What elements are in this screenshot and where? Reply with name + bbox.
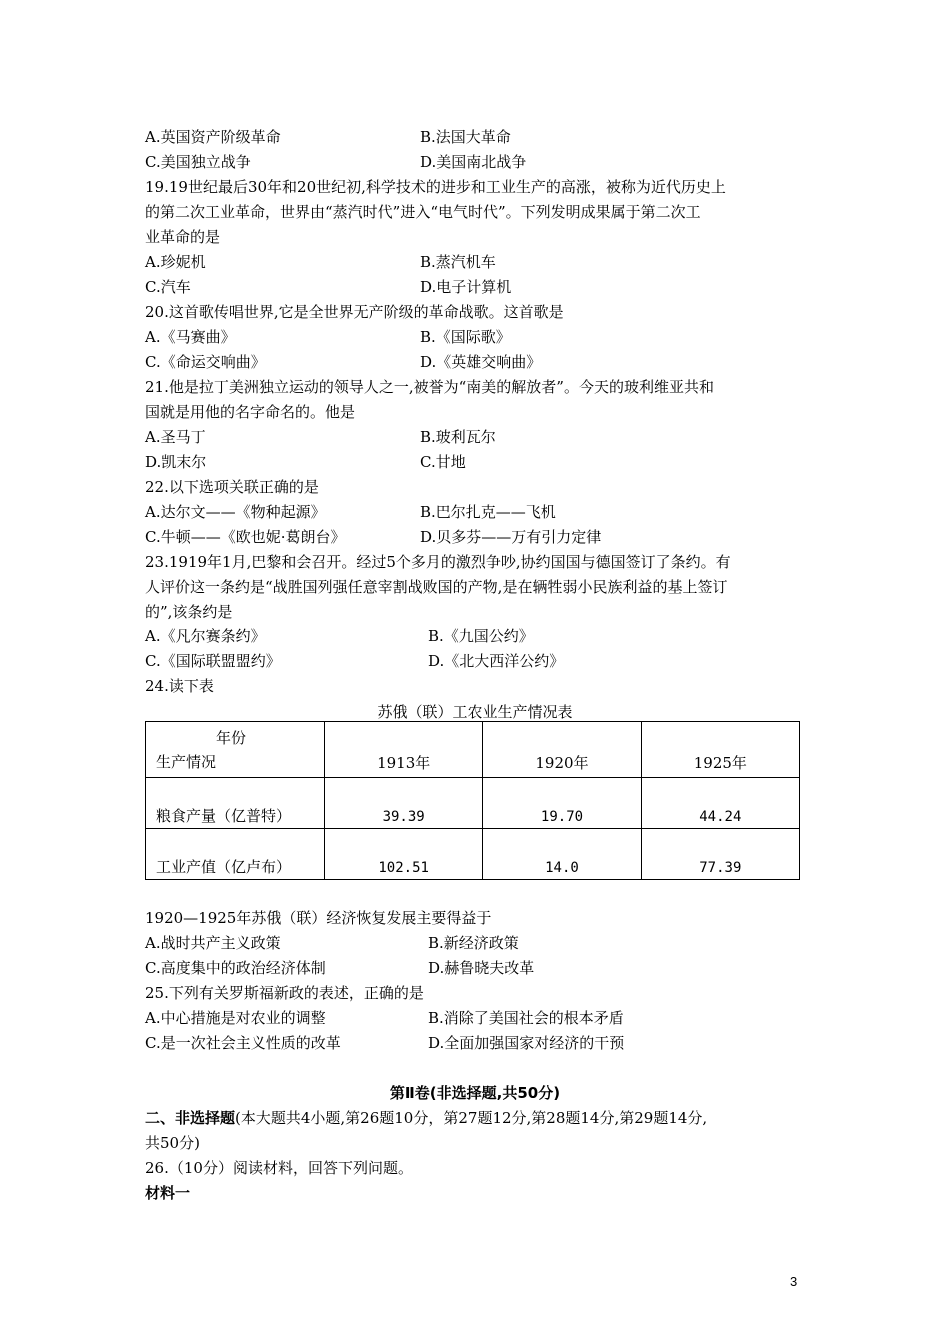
cell-industry-1920: 14.0 [483,829,641,880]
q25-option-c: C.是一次社会主义性质的改革 [145,1034,341,1052]
q23-option-c: C.《国际联盟盟约》 [145,652,281,670]
table-row [146,778,800,829]
q21-stem-line-2: 国就是用他的名字命名的。他是 [145,403,356,421]
q25-option-b: B.消除了美国社会的根本矛盾 [428,1009,624,1027]
q24-option-a: A.战时共产主义政策 [145,934,281,952]
q26-stem: 26.（10分）阅读材料，回答下列问题。 [145,1159,413,1177]
q23-stem-line-3: 的”,该条约是 [145,603,233,621]
q18-option-b: B.法国大革命 [420,128,511,146]
q25-stem: 25.下列有关罗斯福新政的表述，正确的是 [145,984,424,1002]
cell-grain-1925: 44.24 [641,778,799,829]
cell-industry-1913: 102.51 [325,829,483,880]
q18-option-d: D.美国南北战争 [420,153,527,171]
q20-option-b: B.《国际歌》 [420,328,511,346]
q19-stem-line-1: 19.19世纪最后30年和20世纪初,科学技术的进步和工业生产的高涨，被称为近代历史上 [145,178,726,196]
q18-option-c: C.美国独立战争 [145,153,251,171]
row-label-industry: 工业产值（亿卢布） [146,829,325,880]
q21-stem-line-1: 21.他是拉丁美洲独立运动的领导人之一,被誉为“南美的解放者”。今天的玻利维亚共和 [145,378,714,396]
header-year-1913: 1913年 [325,722,483,778]
q21-option-a: A.圣马丁 [145,428,206,446]
section-label: 二、非选择题 [145,1109,236,1127]
q21-option-c: C.甘地 [420,453,466,471]
q19-option-c: C.汽车 [145,278,191,296]
cell-industry-1925: 77.39 [641,829,799,880]
q19-option-a: A.珍妮机 [145,253,206,271]
q22-option-d: D.贝多芬——万有引力定律 [420,528,602,546]
cell-grain-1920: 19.70 [483,778,641,829]
cell-grain-1913: 39.39 [325,778,483,829]
production-table [145,721,800,880]
q24-option-d: D.赫鲁晓夫改革 [428,959,535,977]
q21-option-d: D.凯末尔 [145,453,207,471]
q25-option-a: A.中心措施是对农业的调整 [145,1009,326,1027]
q23-option-d: D.《北大西洋公约》 [428,652,565,670]
q22-option-b: B.巴尔扎克——飞机 [420,503,556,521]
section-heading [145,1106,825,1131]
q19-stem-line-3: 业革命的是 [145,228,221,246]
q18-option-a: A.英国资产阶级革命 [145,128,281,146]
section-description-line-2: 共50分) [145,1134,200,1152]
row-label-grain: 粮食产量（亿普特） [146,778,325,829]
q23-stem-line-2: 人评价这一条约是“战胜国列强任意宰割战败国的产物,是在辆牲弱小民族利益的基上签订 [145,578,728,596]
q20-option-c: C.《命运交响曲》 [145,353,266,371]
q25-option-d: D.全面加强国家对经济的干预 [428,1034,625,1052]
q21-option-b: B.玻利瓦尔 [420,428,496,446]
page-number: 3 [790,1274,798,1289]
table-title: 苏俄（联）工农业生产情况表 [377,703,573,721]
q19-stem-line-2: 的第二次工业革命，世界由“蒸汽时代”进入“电气时代”。下列发明成果属于第二次工 [145,203,701,221]
table-corner-cell [146,722,325,778]
table-header-row [146,722,800,778]
q23-stem-line-1: 23.1919年1月,巴黎和会召开。经过5个多月的激烈争吵,协约国国与德国签订了条约。有 [145,553,731,571]
header-year-label: 年份 [216,728,247,747]
q19-option-b: B.蒸汽机车 [420,253,496,271]
q22-option-c: C.牛顿——《欧也妮·葛朗台》 [145,528,346,546]
q24-option-b: B.新经济政策 [428,934,519,952]
q24-option-c: C.高度集中的政治经济体制 [145,959,326,977]
table-row [146,829,800,880]
q23-option-b: B.《九国公约》 [428,627,534,645]
header-production-label: 生产情况 [156,752,217,771]
part2-title: 第Ⅱ卷(非选择题,共50分) [389,1084,561,1102]
section-description: (本大题共4小题,第26题10分，第27题12分,第28题14分,第29题14分, [235,1109,708,1127]
header-year-1920: 1920年 [483,722,641,778]
q22-stem: 22.以下选项关联正确的是 [145,478,319,496]
q24-question: 1920—1925年苏俄（联）经济恢复发展主要得益于 [145,909,492,927]
q20-option-d: D.《英雄交响曲》 [420,353,542,371]
material-one-label: 材料一 [145,1184,191,1202]
q22-option-a: A.达尔文——《物种起源》 [145,503,326,521]
q24-stem: 24.读下表 [145,677,214,695]
q20-option-a: A.《马赛曲》 [145,328,236,346]
q19-option-d: D.电子计算机 [420,278,512,296]
q20-stem: 20.这首歌传唱世界,它是全世界无产阶级的革命战歌。这首歌是 [145,303,564,321]
header-year-1925: 1925年 [641,722,799,778]
q23-option-a: A.《凡尔赛条约》 [145,627,266,645]
